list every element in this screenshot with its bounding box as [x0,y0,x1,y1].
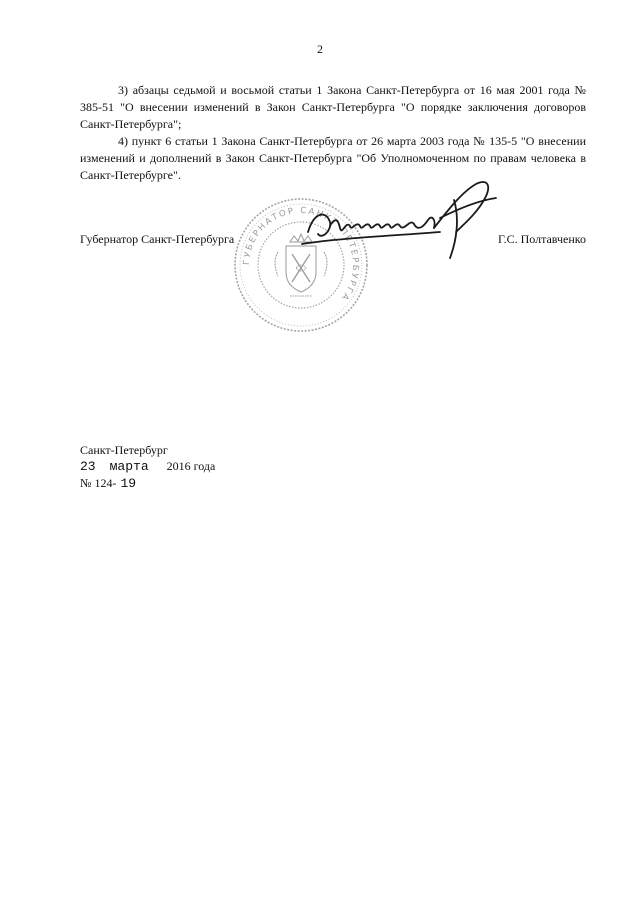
seal-ring-text: ГУБЕРНАТОР САНКТ-ПЕТЕРБУРГА [241,205,361,304]
document-footer [80,442,215,492]
paragraph-item-3: 3) абзацы седьмой и восьмой статьи 1 Закона Санкт-Петербурга от 16 мая 2001 года № 385-51 "О внесении изменений в Закон Санкт-Петербурга "О порядке заключения договоров Санкт-Петербурга"; [80,83,586,131]
date-month: марта [109,459,149,474]
number-prefix: № 124- [80,476,117,490]
number-suffix: 19 [120,476,137,491]
page-number: 2 [317,42,323,56]
document-body [80,82,586,184]
date-day: 23 [80,459,96,474]
date-year: 2016 года [166,459,216,473]
footer-city: Санкт-Петербург [80,443,168,457]
signatory-name: Г.С. Полтавченко [497,232,586,246]
paragraph-item-4: 4) пункт 6 статьи 1 Закона Санкт-Петербурга от 26 марта 2003 года № 135-5 "О внесении изменений и дополнений в Закон Санкт-Петербурга "Об Уполномоченном по правам человека в Санкт-Петербурге". [80,134,586,182]
footer-number [80,475,215,492]
signatory-title: Губернатор Санкт-Петербурга [80,232,235,246]
handwritten-signature-icon [300,170,500,265]
footer-date [80,458,215,475]
